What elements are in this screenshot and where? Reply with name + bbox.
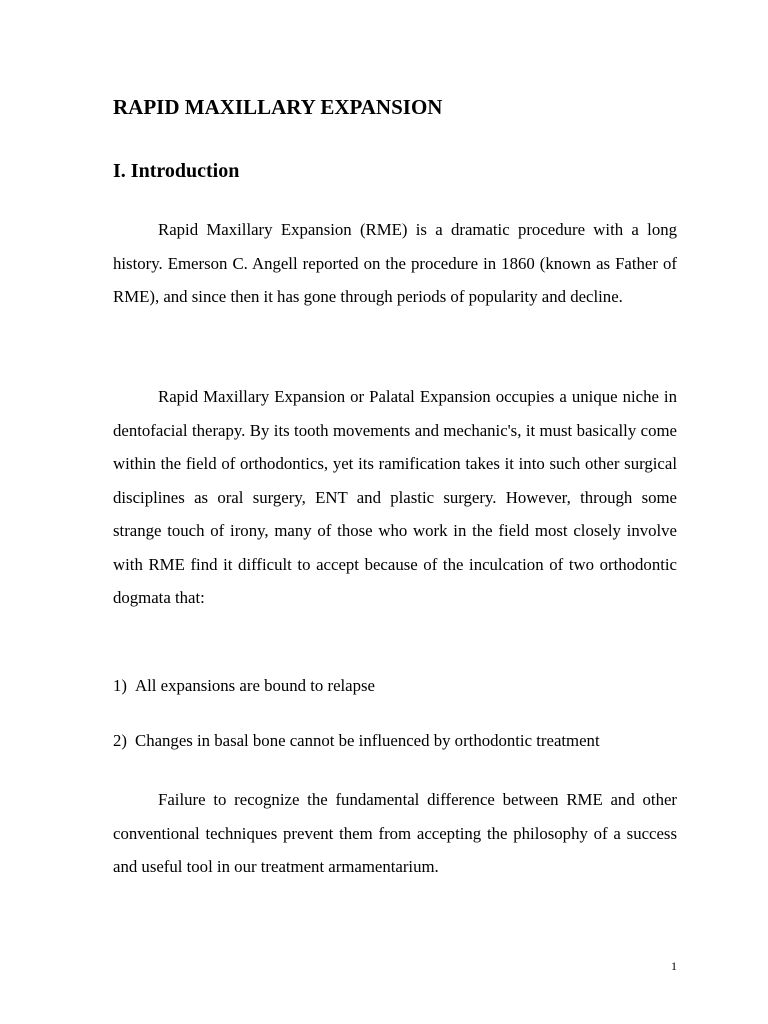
list-item-number: 1): [113, 676, 127, 695]
document-title: RAPID MAXILLARY EXPANSION: [113, 95, 443, 119]
list-item-text: Changes in basal bone cannot be influenced by orthodontic treatment: [135, 731, 600, 750]
list-item-number: 2): [113, 731, 127, 750]
paragraph-introduction-1: Rapid Maxillary Expansion (RME) is a dramatic procedure with a long history. Emerson C. Angell reported on the procedure in 1860 (known as Father of RME), and since then it has gone through periods of popularity and decline.: [113, 220, 677, 306]
paragraph-introduction-3: Failure to recognize the fundamental difference between RME and other conventional techniques prevent them from accepting the philosophy of a success and useful tool in our treatment armamentarium.: [113, 790, 677, 876]
section-heading: I. Introduction: [113, 160, 240, 182]
list-item: [113, 726, 600, 756]
page-number: 1: [671, 959, 677, 973]
paragraph-introduction-2: Rapid Maxillary Expansion or Palatal Expansion occupies a unique niche in dentofacial therapy. By its tooth movements and mechanic's, it must basically come within the field of orthodontics, yet its ramification takes it into such other surgical disciplines as oral surgery, ENT and plastic surgery. However, through some strange touch of irony, many of those who work in the field most closely involve with RME find it difficult to accept because of the inculcation of two orthodontic dogmata that:: [113, 387, 677, 607]
list-item-text: All expansions are bound to relapse: [135, 676, 376, 695]
list-item: [113, 671, 375, 701]
